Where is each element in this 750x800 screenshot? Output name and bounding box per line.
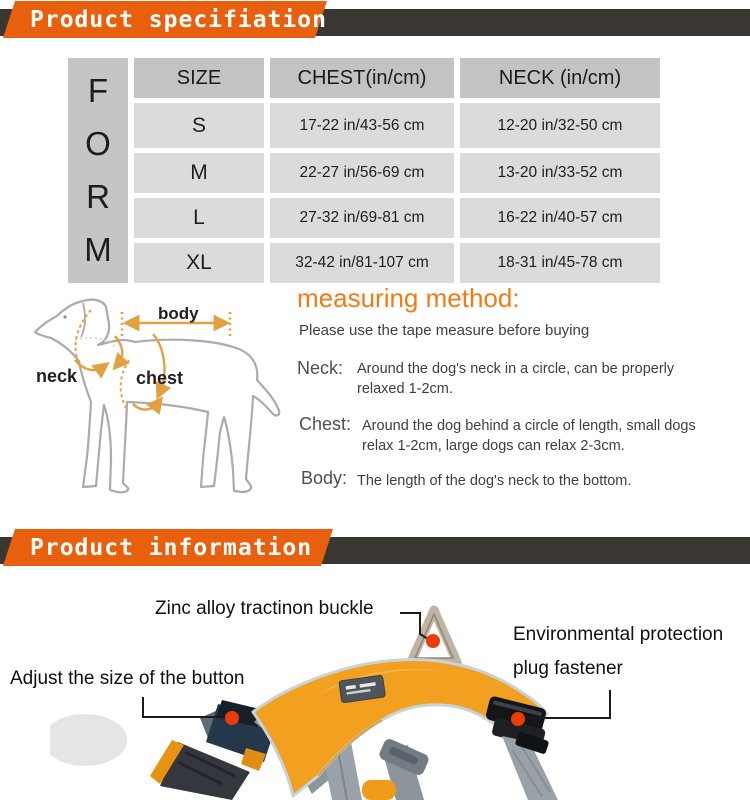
body-item-label: Body: — [301, 468, 348, 488]
measuring-method-subtitle: Please use the tape measure before buying — [299, 322, 590, 339]
col-header-size: SIZE — [134, 58, 264, 98]
col-header-neck: NECK (in/cm) — [460, 58, 660, 98]
plug-fastener-callout-line1: Environmental protection — [513, 624, 724, 645]
neck-label: neck — [36, 366, 78, 386]
cell-neck-s: 12-20 in/32-50 cm — [460, 103, 660, 148]
cell-chest-l: 27-32 in/69-81 cm — [270, 198, 454, 238]
size-table — [68, 58, 660, 283]
body-label: body — [158, 304, 199, 323]
neck-item-text: Around the dog's neck in a circle, can be properly relaxed 1-2cm. — [357, 361, 675, 397]
cell-size-s: S — [134, 103, 264, 148]
info-banner-title: Product information — [30, 535, 313, 561]
cell-chest-m: 22-27 in/56-69 cm — [270, 153, 454, 193]
plug-fastener-callout-line2: plug fastener — [513, 658, 623, 679]
measuring-method-title: measuring method: — [297, 283, 520, 313]
cell-neck-l: 16-22 in/40-57 cm — [460, 198, 660, 238]
dog-outline-icon — [35, 300, 279, 493]
dog-measuring-diagram-icon — [5, 290, 290, 512]
body-item-text: The length of the dog's neck to the bottom. — [357, 473, 632, 489]
cell-neck-m: 13-20 in/33-52 cm — [460, 153, 660, 193]
form-letter: F — [87, 71, 109, 109]
cell-chest-xl: 32-42 in/81-107 cm — [270, 243, 454, 283]
cell-neck-xl: 18-31 in/45-78 cm — [460, 243, 660, 283]
adjust-size-callout: Adjust the size of the button — [10, 668, 245, 689]
chest-item-label: Chest: — [299, 414, 352, 434]
chest-item-text: Around the dog behind a circle of length, small dogs relax 1-2cm, large dogs can relax 2-3cm. — [362, 418, 696, 454]
spec-banner-title: Product specifiation — [30, 7, 327, 33]
form-column — [68, 58, 128, 283]
neck-item-label: Neck: — [297, 358, 344, 378]
form-letter: R — [86, 178, 110, 216]
traction-buckle-callout: Zinc alloy tractinon buckle — [155, 598, 374, 619]
cell-size-l: L — [134, 198, 264, 238]
col-header-chest: CHEST(in/cm) — [270, 58, 454, 98]
metal-dring-icon — [411, 610, 457, 662]
chest-label: chest — [136, 368, 184, 388]
cell-chest-s: 17-22 in/43-56 cm — [270, 103, 454, 148]
cell-size-xl: XL — [134, 243, 264, 283]
blurred-strap — [50, 714, 127, 766]
form-letter: O — [85, 124, 111, 162]
form-letter: M — [84, 231, 112, 269]
cell-size-m: M — [134, 153, 264, 193]
